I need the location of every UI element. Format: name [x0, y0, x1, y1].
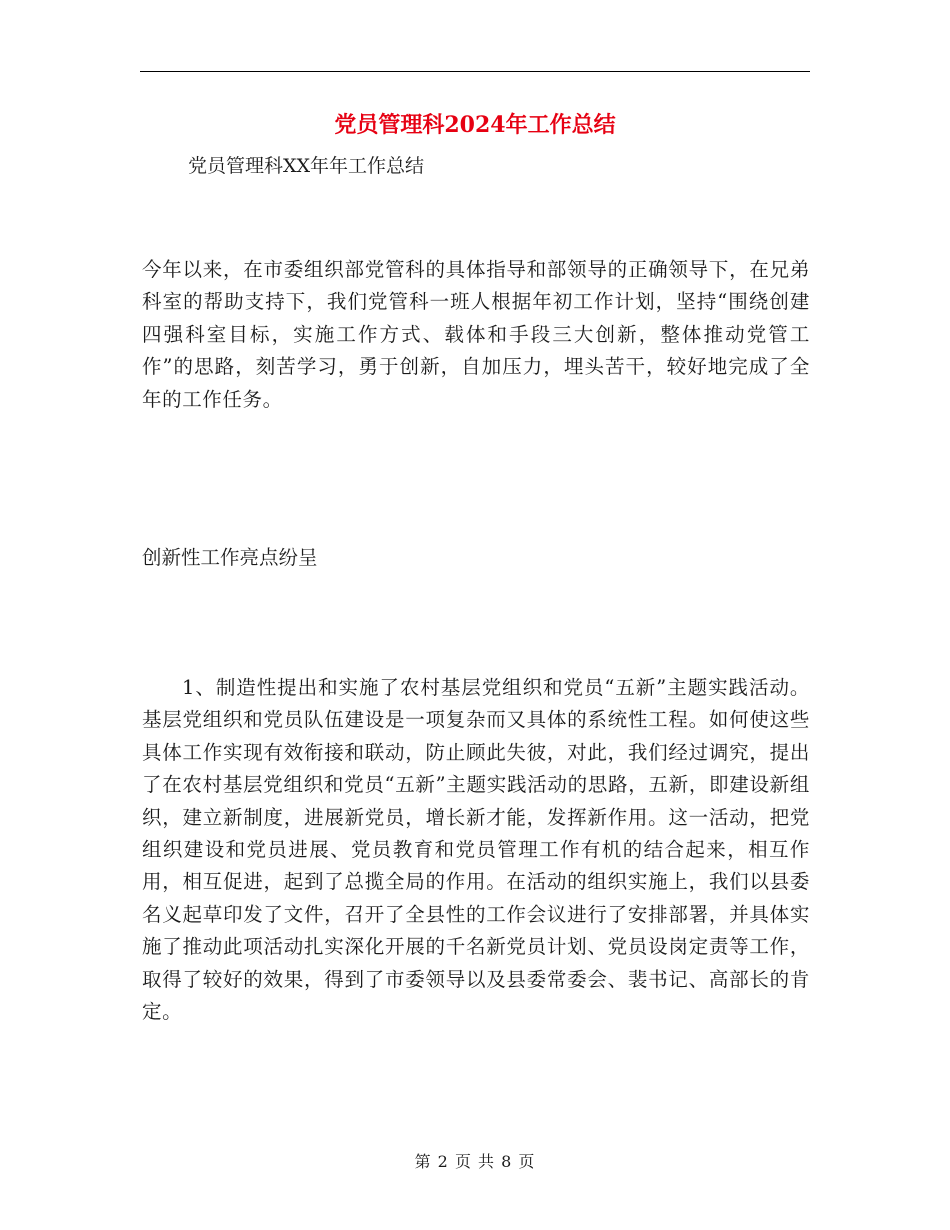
document-title: 党员管理科2024年工作总结 [334, 112, 616, 138]
document-subtitle: 党员管理科XX年年工作总结 [188, 155, 425, 177]
header-rule [140, 71, 810, 72]
page-footer: 第 2 页 共 8 页 [414, 1152, 536, 1171]
section-heading: 创新性工作亮点纷呈 [142, 546, 318, 569]
intro-paragraph: 今年以来，在市委组织部党管科的具体指导和部领导的正确领导下，在兄弟科室的帮助支持下，我们党管科一班人根据年初工作计划，坚持“围绕创建四强科室目标，实施工作方式、载体和手段三大创新，整体推动党管工作”的思路，刻苦学习，勇于创新，自加压力，埋头苦干，较好地完成了全年的工作任务。 [142, 258, 810, 411]
item-1-paragraph: 1、制造性提出和实施了农村基层党组织和党员“五新”主题实践活动。基层党组织和党员队伍建设是一项复杂而又具体的系统性工程。如何使这些具体工作实现有效衔接和联动，防止顾此失彼，对此，我们经过调究，提出了在农村基层党组织和党员“五新”主题实践活动的思路，五新，即建设新组织，建立新制度，进展新党员，增长新才能，发挥新作用。这一活动，把党组织建设和党员进展、党员教育和党员管理工作有机的结合起来，相互作用，相互促进，起到了总揽全局的作用。在活动的组织实施上，我们以县委名义起草印发了文件，召开了全县性的工作会议进行了安排部署，并具体实施了推动此项活动扎实深化开展的千名新党员计划、党员设岗定责等工作，取得了较好的效果，得到了市委领导以及县委常委会、裴书记、高部长的肯定。 [142, 676, 810, 1024]
